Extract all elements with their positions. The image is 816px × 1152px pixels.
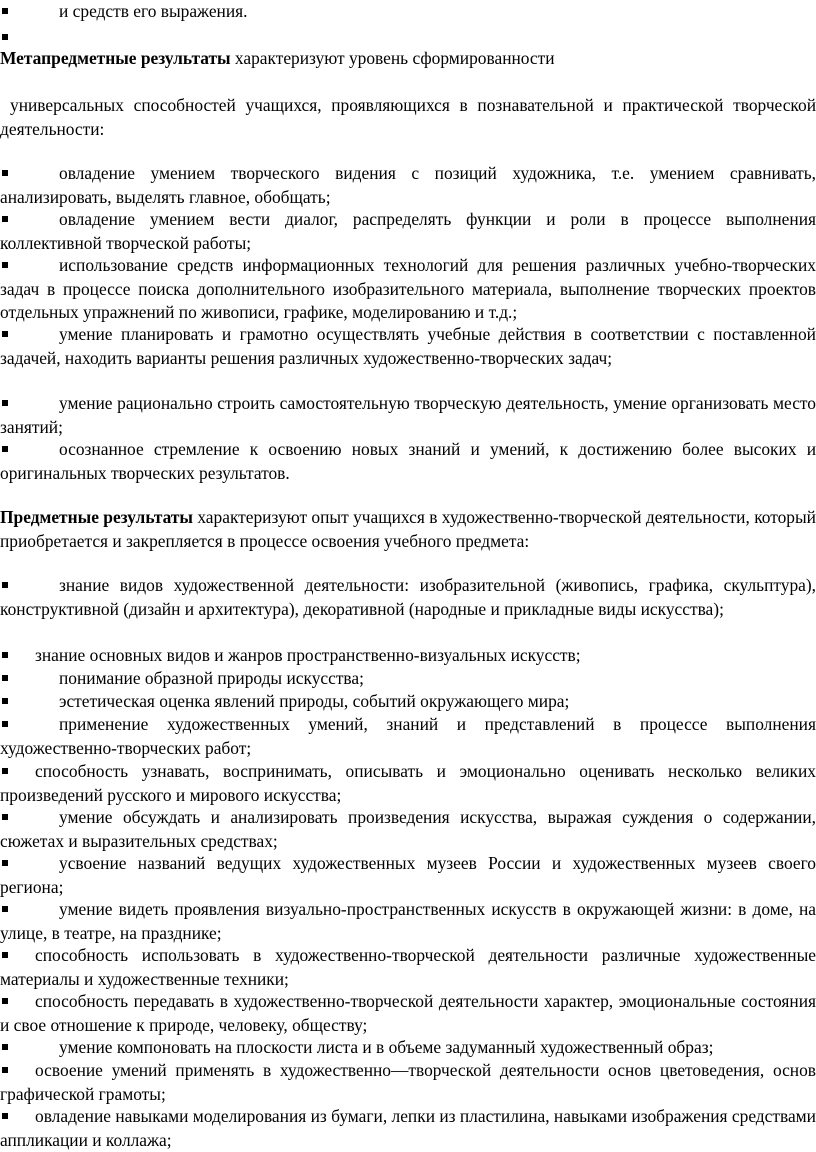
list-item: умение компоновать на плоскости листа и в объеме задуманный художественный образ; (0, 1036, 816, 1060)
list-item: овладение навыками моделирования из бумаги, лепки из пластилина, навыками изображения средствами аппликации и коллажа; (0, 1106, 816, 1150)
bullet-icon (2, 1113, 8, 1119)
bullet-icon (2, 170, 8, 176)
list-item: способность узнавать, воспринимать, описывать и эмоционально оценивать несколько великих произведений русского и мирового искусства; (0, 761, 816, 805)
metasubject-intro: универсальных способностей учащихся, проявляющихся в познавательной и практической творческой деятельности: (0, 95, 816, 139)
list-item: применение художественных умений, знаний и представлений в процессе выполнения художественно-творческих работ; (0, 714, 816, 758)
list-item: умение видеть проявления визуально-пространственных искусств в окружающей жизни: в доме, на улице, в театре, на празднике; (0, 899, 816, 943)
list-item: и средств его выражения. (0, 0, 816, 24)
bullet-icon (2, 906, 8, 912)
metasubject-heading-line: Метапредметные результаты характеризуют уровень сформированности (0, 48, 555, 68)
list-item: освоение умений применять в художественно—творческой деятельности основ цветоведения, основ графической грамоты; (0, 1060, 816, 1104)
list-item: способность использовать в художественно-творческой деятельности различные художественные материалы и художественные техники; (0, 945, 816, 989)
bullet-icon (2, 262, 8, 268)
section-heading: Метапредметные результаты (0, 48, 231, 68)
list-item: знание основных видов и жанров пространственно-визуальных искусств; (0, 644, 816, 668)
bullet-icon (2, 1067, 8, 1073)
bullet-icon (2, 8, 8, 14)
bullet-icon (2, 34, 8, 40)
bullet-icon (2, 675, 8, 681)
bullet-icon (2, 331, 8, 337)
bullet-icon (2, 698, 8, 704)
list-item: умение планировать и грамотно осуществлять учебные действия в соответствии с поставленной задачей, находить варианты решения различных художественно-творческих задач; (0, 324, 816, 368)
bullet-icon (2, 814, 8, 820)
list-item: овладение умением творческого видения с позиций художника, т.е. умением сравнивать, анализировать, выделять главное, обобщать; (0, 163, 816, 207)
bullet-icon (2, 952, 8, 958)
bullet-icon (2, 400, 8, 406)
list-item: понимание образной природы искусства; (0, 667, 816, 691)
list-item: умение обсуждать и анализировать произведения искусства, выражая суждения о содержании, сюжетах и выразительных средствах; (0, 807, 816, 851)
list-item: способность передавать в художественно-творческой деятельности характер, эмоциональные состояния и свое отношение к природе, человеку, обществу; (0, 991, 816, 1035)
bullet-icon (2, 860, 8, 866)
subject-heading-paragraph: Предметные результаты характеризуют опыт учащихся в художественно-творческой деятельности, который приобретается и закрепляется в процессе освоения учебного предмета: (0, 507, 816, 551)
list-item: знание видов художественной деятельности: изобразительной (живопись, графика, скульптура), конструктивной (дизайн и архитектура), декоративной (народные и прикладные виды искусства); (0, 575, 816, 619)
section-heading: Предметные результаты (0, 507, 193, 527)
bullet-icon (2, 998, 8, 1004)
bullet-icon (2, 721, 8, 727)
list-item: эстетическая оценка явлений природы, событий окружающего мира; (0, 690, 816, 714)
bullet-icon (2, 1044, 8, 1050)
list-item: умение рационально строить самостоятельную творческую деятельность, умение организовать место занятий; (0, 393, 816, 437)
list-item: использование средств информационных технологий для решения различных учебно-творческих задач в процессе поиска дополнительного изобразительного материала, выполнение творческих проектов отдельных упражнений по живописи, графике, моделированию и т.д.; (0, 255, 816, 323)
bullet-icon (2, 216, 8, 222)
bullet-icon (2, 768, 8, 774)
list-item: осознанное стремление к освоению новых знаний и умений, к достижению более высоких и оригинальных творческих результатов. (0, 439, 816, 483)
bullet-icon (2, 652, 8, 658)
bullet-icon (2, 446, 8, 452)
list-item: усвоение названий ведущих художественных музеев России и художественных музеев своего региона; (0, 853, 816, 897)
list-item: овладение умением вести диалог, распределять функции и роли в процессе выполнения коллективной творческой работы; (0, 209, 816, 253)
bullet-icon (2, 582, 8, 588)
